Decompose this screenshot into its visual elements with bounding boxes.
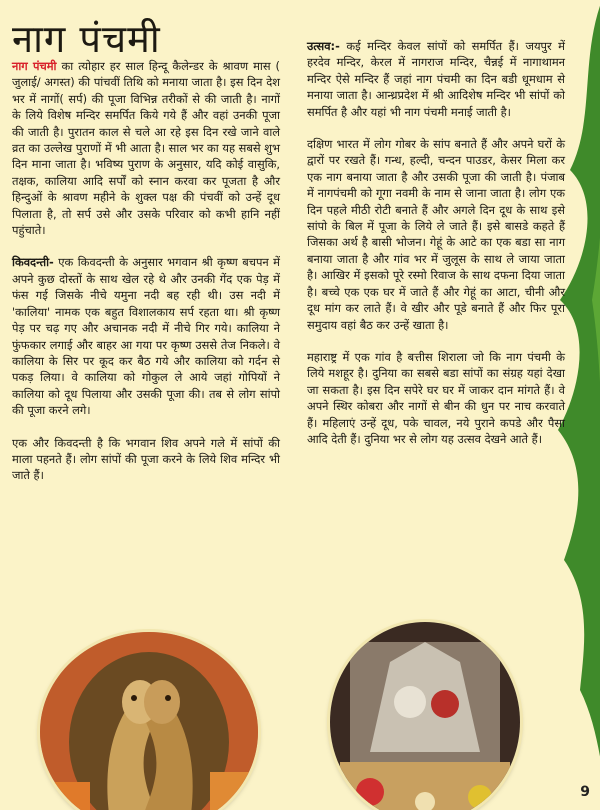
intro-paragraph bbox=[12, 58, 280, 238]
festival-label: उत्सव:- bbox=[307, 39, 340, 53]
maharashtra-paragraph: महाराष्ट्र में एक गांव है बत्तीस शिराला जो कि नाग पंचमी के लिये मशहूर है। दुनिया का सबसे बडा सांपों का संग्रह यहां देखा जा सकता है। इस दिन सपेरे घर घर में जाकर दान मांगते हैं। वे अपने स्थिर कोबरा और नागों से बीन की धुन पर नाच करवाते हैं। महिलाएं उन्हें दूध, पके चावल, नये पुराने कपडे और पैसा आदि देती हैं। दुनिया भर से लोग यह उत्सव देखने आते हैं। bbox=[307, 349, 565, 446]
intro-text: का त्योहार हर साल हिन्दू कैलेन्डर के श्रावण मास ( जुलाई/ अगस्त) की पांचवीं तिथि को मनाया जाता है। इस दिन देश भर में नागों( सर्प) की पूजा विभिन्न तरीकों से की जाती है। नागों के लिये विशेष मन्दिर समर्पित किये गये हैं और वहां उनकी पूजा की जाती है। पुरातन काल से चले आ रहे इस दिन रखे जाने वाले व्रत का उल्लेख पुराणों में भी आता है। साल भर का यह सबसे शुभ दिन माना जाता है। भविष्य पुराण के अनुसार, यदि कोई वासुकि, तक्षक, कालिया आदि सर्पों को स्नान करवा कर पूजता है और हिन्दुओं के श्रावण महीने के शुक्ल पक्ष की पंचवीं को उन्हें दूध पिलाता है, तो सर्प उसे और उसके परिवार को कभी हानि नहीं पहुंचाते। bbox=[12, 59, 281, 238]
legend-text: एक किवदन्ती के अनुसार भगवान श्री कृष्ण बचपन में अपने कुछ दोस्तों के साथ खेल रहे थे और उनकी गेंद एक पेड़ में फंस गई जिसके नीचे यमुना नदी बह रही थी। उस नदी में 'कालिया' नामक एक बहुत विशालकाय सर्प रहता था। श्री कृष्ण पेड़ पर चढ़ गए और अचानक नदी में नीचे गिर गये। कालिया ने फुंफकार लगाई और बाहर आ गया पर कृष्ण उससे तेज निकले। वे कालिया के सिर पर कूद कर बैठ गये और कालिया को गर्दन से पकड़ लिया। वे कालिया को गोकुल ले आये जहां गोपियों ने कालिया को दूध पिलाया और उसकी पूजा की। तब से लोग सांपो की पूजा करने लगे। bbox=[12, 255, 280, 418]
shiva-paragraph: एक और किवदन्ती है कि भगवान शिव अपने गले में सांपों की माला पहनते हैं। लोग सांपों की पूजा करने के लिये शिव मन्दिर भी जाते हैं। bbox=[12, 435, 280, 483]
legend-label: किवदन्ती- bbox=[12, 255, 54, 270]
temple-shrine-photo bbox=[330, 622, 520, 810]
temple-shrine-illustration bbox=[330, 622, 520, 810]
intro-highlight: नाग पंचमी bbox=[12, 59, 57, 73]
page-number: 9 bbox=[580, 784, 590, 800]
page-title: नाग पंचमी bbox=[12, 17, 161, 61]
left-column bbox=[12, 58, 280, 500]
snake-idol-illustration bbox=[40, 632, 258, 810]
right-column bbox=[307, 38, 565, 463]
snake-idol-photo bbox=[40, 632, 258, 810]
legend-paragraph bbox=[12, 254, 280, 418]
south-india-paragraph: दक्षिण भारत में लोग गोबर के सांप बनाते हैं और अपने घरों के द्वारों पर रखते हैं। गन्ध, हल्दी, चन्दन पाउडर, केसर मिला कर एक नाग बनाया जाता है और उसकी पूजा की जाती है। पंजाब में नागपंचमी को गूगा नवमी के नाम से जाना जाता है। लोग एक दिन पहले मीठी रोटी बनाते हैं और अगले दिन दूध के साथ इसे सांपो के बिल में पूजा के लिये ले जाते हैं। इसे बासडे कहते हैं जिसका अर्थ है बासी भोजन। गेहूं के आटे का एक बडा सा नाग बनाया जाता है और गांव भर में जुलूस के साथ ले जाया जाता है। आखिर में इसको पूरे रस्मो रिवाज के साथ दफना दिया जाता है। बच्चे एक एक घर में जाते हैं और गेहूं का आटा, चीनी और दूध मांग कर लाते हैं। वे खीर और पूडे बनाते हैं और फिर पूरा समुदाय वहां बैठ कर उन्हें खाता है। bbox=[307, 137, 565, 332]
festival-text: कई मन्दिर केवल सांपों को समर्पित हैं। जयपुर में हरदेव मन्दिर, केरल में नागराज मन्दिर, चैन्नई में नागाथामन मन्दिर ऐसे मन्दिर हैं जहां नाग पंचमी का दिन बडी धूमधाम से मनाया जाता है। आन्ध्रप्रदेश में श्री आदिशेष मन्दिर भी सांपों को समर्पित है और यहां भी नाग पंचमी मनाई जाती है। bbox=[307, 39, 565, 119]
festival-paragraph bbox=[307, 38, 565, 120]
